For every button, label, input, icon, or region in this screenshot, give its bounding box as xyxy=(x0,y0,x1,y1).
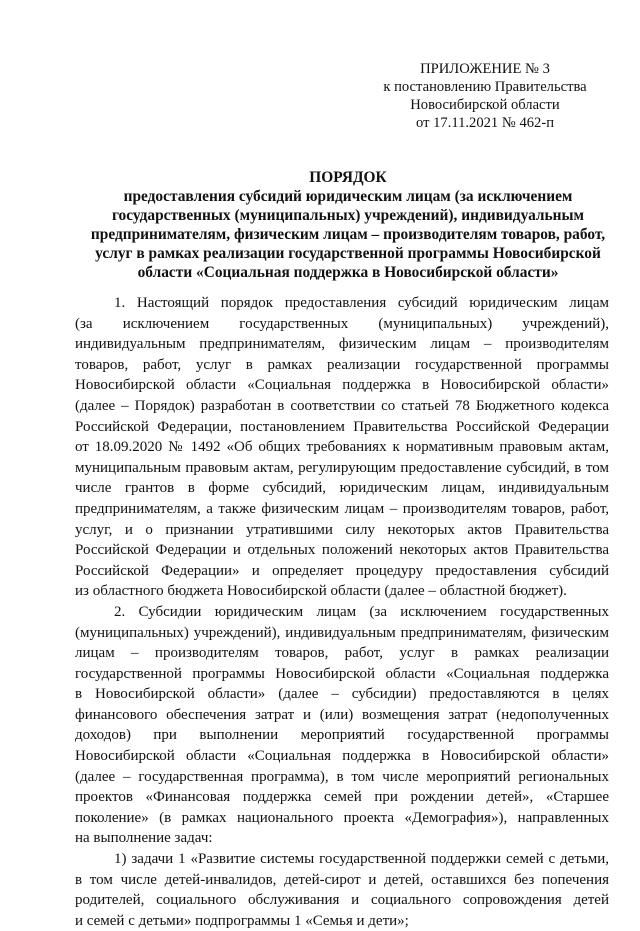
paragraph-line: муниципальным правовым актам, регулирующим предоставление субсидий, в том xyxy=(75,459,609,476)
paragraph-line: на выполнение задач: xyxy=(75,830,213,847)
paragraph-line: товаров, работ, услуг в рамках реализации государственной программы xyxy=(75,356,609,373)
paragraph-line: государственной программы Новосибирской области «Социальная поддержка xyxy=(75,665,609,682)
paragraph-line: 1) задачи 1 «Развитие системы государственной поддержки семей с детьми, xyxy=(114,851,609,868)
paragraph-line: (муниципальных) учреждений), индивидуальным предпринимателям, физическим xyxy=(75,624,609,641)
paragraph-line: в Новосибирской области» (далее – субсидии) предоставляются в целях xyxy=(75,686,609,703)
paragraph-line: Новосибирской области «Социальная поддержка в Новосибирской области» xyxy=(75,748,609,765)
document-subtitle-line: области «Социальная поддержка в Новосибирской области» xyxy=(137,264,559,281)
paragraph-line: в том числе детей-инвалидов, детей-сирот и детей, оставшихся без попечения xyxy=(75,871,609,888)
paragraph-line: Новосибирской области «Социальная поддержка в Новосибирской области» xyxy=(75,377,609,394)
appendix-line: Новосибирской области xyxy=(410,97,560,113)
appendix-line: ПРИЛОЖЕНИЕ № 3 xyxy=(420,61,550,77)
document-subtitle-line: государственных (муниципальных) учреждений), индивидуальным xyxy=(111,207,585,224)
paragraph-line: (за исключением государственных (муниципальных) учреждений), xyxy=(75,315,609,332)
document-subtitle-line: предоставления субсидий юридическим лицам (за исключением xyxy=(123,188,573,205)
paragraph-line: Российской Федерации» и определяет процедуру предоставления субсидий xyxy=(75,562,609,579)
paragraph-line: от 18.09.2020 № 1492 «Об общих требованиях к нормативным правовым актам, xyxy=(75,439,609,456)
paragraph-line: 2. Субсидии юридическим лицам (за исключением государственных xyxy=(114,603,609,620)
document-heading: ПОРЯДОК xyxy=(309,169,387,186)
paragraph-line: финансового обеспечения затрат и (или) возмещения затрат (недополученных xyxy=(75,706,609,723)
paragraph-line: лицам – производителям товаров, работ, услуг в рамках реализации xyxy=(75,645,609,662)
paragraph-3 xyxy=(75,849,609,931)
appendix-line: от 17.11.2021 № 462-п xyxy=(415,115,555,131)
paragraph-line: услуг, и о признании утратившими силу некоторых актов Правительства xyxy=(75,521,609,538)
paragraph-line: доходов) при выполнении мероприятий государственной программы xyxy=(75,727,609,744)
paragraph-line: Российской Федерации, постановлением Правительства Российской Федерации xyxy=(75,418,609,435)
paragraph-line: предпринимателям, а также физическим лицам – производителям товаров, работ, xyxy=(75,500,609,517)
appendix-line: к постановлению Правительства xyxy=(383,79,587,95)
paragraph-line: поколение» (в рамках национального проекта «Демография»), направленных xyxy=(75,809,609,826)
paragraph-line: родителей, социального обслуживания и социального сопровождения детей xyxy=(75,892,609,909)
paragraph-line: Российской Федерации и отдельных положений некоторых актов Правительства xyxy=(75,542,609,559)
document-subtitle-line: услуг в рамках реализации государственной программы Новосибирской xyxy=(95,245,601,262)
document-title xyxy=(88,168,608,282)
appendix-block xyxy=(380,60,590,132)
paragraph-line: проектов «Финансовая поддержка семей при рождении детей», «Старшее xyxy=(75,789,609,806)
paragraph-1 xyxy=(75,293,609,602)
document-subtitle-line: предпринимателям, физическим лицам – производителям товаров, работ, xyxy=(90,226,606,243)
document-body xyxy=(75,293,609,931)
paragraph-line: из областного бюджета Новосибирской области (далее – областной бюджет). xyxy=(75,583,567,600)
paragraph-2 xyxy=(75,602,609,849)
paragraph-line: 1. Настоящий порядок предоставления субсидий юридическим лицам xyxy=(114,295,609,311)
paragraph-line: числе грантов в форме субсидий, юридическим лицам, индивидуальным xyxy=(75,480,609,497)
paragraph-line: и семей с детьми» подпрограммы 1 «Семья и дети»; xyxy=(75,912,409,929)
paragraph-line: индивидуальным предпринимателям, физическим лицам – производителям xyxy=(75,336,609,353)
paragraph-line: (далее – Порядок) разработан в соответствии со статьей 78 Бюджетного кодекса xyxy=(75,397,609,414)
paragraph-line: (далее – государственная программа), в том числе мероприятий региональных xyxy=(75,768,609,785)
